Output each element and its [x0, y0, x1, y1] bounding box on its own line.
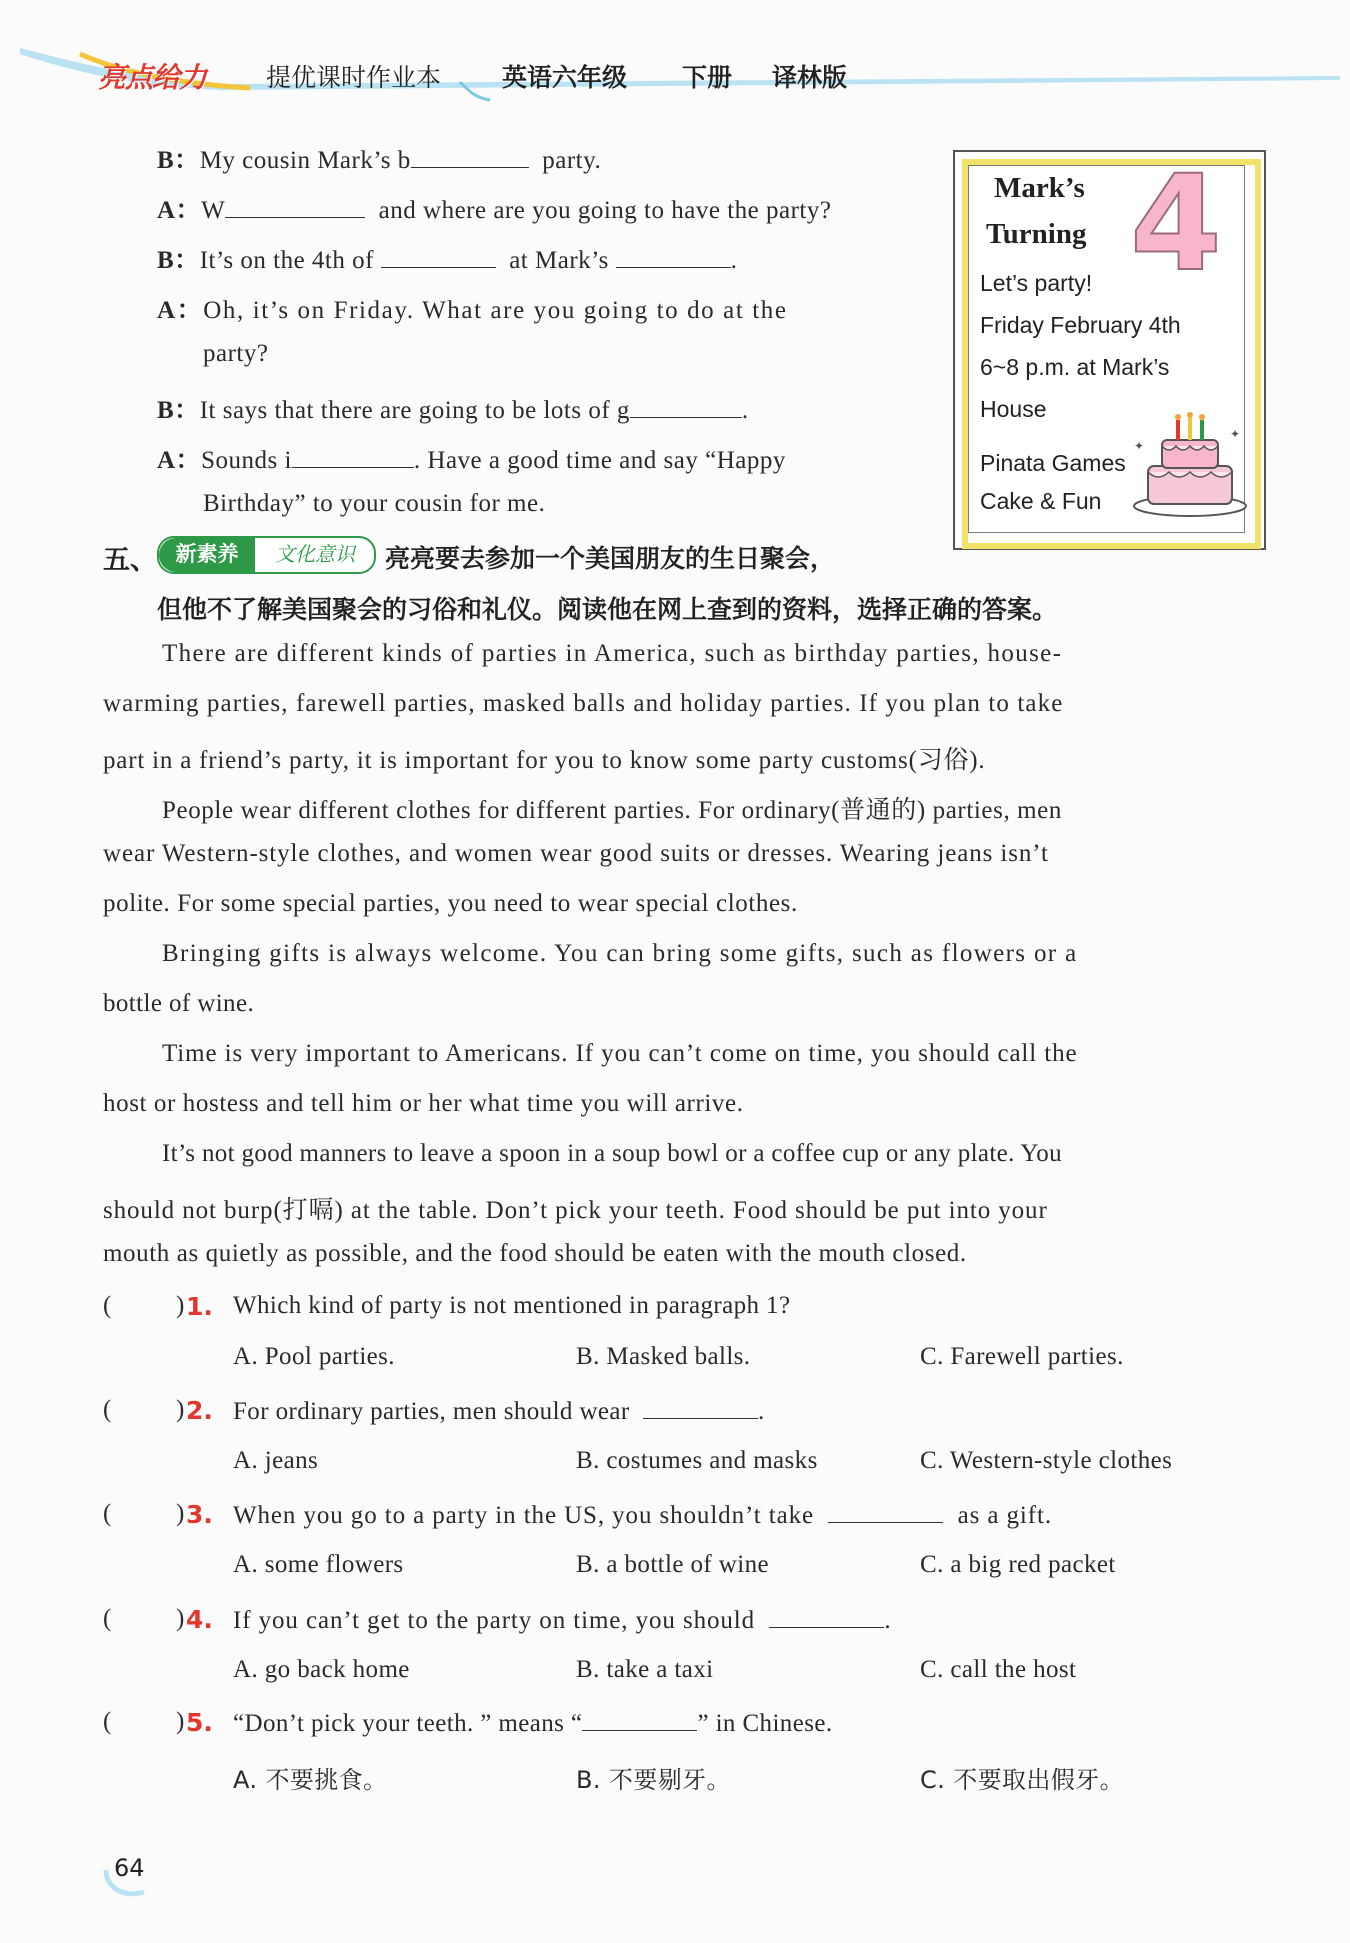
answer-paren-open: ( [103, 1500, 112, 1527]
card-title-line-1: Mark’s [994, 172, 1085, 204]
option-c[interactable]: C. a big red packet [920, 1551, 1116, 1578]
dialogue-text: party. [542, 147, 602, 174]
question-text: Which kind of party is not mentioned in paragraph 1? [233, 1292, 791, 1319]
passage-line: wear Western-style clothes, and women wear good suits or dresses. Wearing jeans isn’t [103, 840, 1049, 867]
dialogue-text: It’s on the 4th of [199, 247, 374, 274]
question-number: 3. [186, 1500, 213, 1529]
answer-slot[interactable] [116, 1500, 172, 1530]
dialogue-text: Sounds i [201, 447, 292, 474]
section-number: 五、 [103, 545, 157, 576]
answer-blank[interactable] [582, 1708, 697, 1731]
passage-line: host or hostess and tell him or her what time you will arrive. [103, 1090, 744, 1117]
answer-paren-open: ( [103, 1605, 112, 1632]
passage-line: It’s not good manners to leave a spoon in a soup bowl or a coffee cup or any plate. You [162, 1140, 1062, 1167]
option-c[interactable]: C. 不要取出假牙。 [920, 1766, 1125, 1794]
brand-logo-text: 亮点给力 [98, 61, 207, 94]
answer-blank[interactable] [381, 245, 496, 268]
dialogue-text: It says that there are going to be lots of g [199, 397, 630, 424]
passage-line: Bringing gifts is always welcome. You can bring some gifts, such as flowers or a [162, 940, 1078, 967]
card-big-number: 4 [1130, 147, 1222, 301]
card-text-3: 6~8 p.m. at Mark’s [980, 354, 1170, 380]
question-text-part: ” in Chinese. [697, 1710, 833, 1737]
card-title-line-2: Turning [986, 218, 1087, 250]
dialogue-text: W [201, 197, 226, 224]
answer-paren-close: ) [176, 1500, 185, 1527]
question-text-part: as a gift. [957, 1502, 1052, 1529]
dialogue-text: My cousin Mark’s b [199, 147, 411, 174]
dialogue-line-4-cont: party? [203, 340, 269, 367]
card-text-1: Let’s party! [980, 270, 1093, 296]
badge-label-right: 文化意识 [275, 542, 355, 566]
dialogue-text: Oh, it’s on Friday. What are you going to do at the [203, 297, 788, 324]
card-text-6: Cake & Fun [980, 488, 1102, 514]
dialogue-line-1 [157, 140, 601, 176]
question-text-part: If you can’t get to the party on time, you should [233, 1607, 756, 1634]
option-c[interactable]: C. call the host [920, 1656, 1077, 1683]
passage-line: warming parties, farewell parties, masked balls and holiday parties. If you plan to take [103, 690, 1064, 717]
option-b[interactable]: B. 不要剔牙。 [576, 1766, 731, 1794]
dialogue-line-5 [157, 390, 749, 426]
passage-line: bottle of wine. [103, 990, 255, 1017]
dialogue-line-4 [157, 290, 788, 326]
question-text [233, 1396, 765, 1426]
answer-paren-open: ( [103, 1708, 112, 1735]
dialogue-text: . [741, 397, 749, 424]
dialogue-text: and where are you going to have the party? [378, 197, 832, 224]
section-instruction-2: 但他不了解美国聚会的习俗和礼仪。阅读他在网上查到的资料，选择正确的答案。 [157, 595, 1058, 624]
answer-blank[interactable] [292, 445, 414, 468]
literacy-badge [157, 536, 376, 574]
passage-line: should not burp(打嗝) at the table. Don’t pick your teeth. Food should be put into your [103, 1197, 1048, 1224]
card-text-4: House [980, 396, 1047, 422]
dialogue-line-3 [157, 240, 737, 276]
answer-blank[interactable] [630, 395, 742, 418]
dialogue-text: . Have a good time and say “Happy [413, 447, 786, 474]
passage-line: There are different kinds of parties in America, such as birthday parties, house- [162, 640, 1063, 667]
card-text-2: Friday February 4th [980, 312, 1181, 338]
answer-paren-close: ) [176, 1292, 185, 1319]
question-number: 1. [186, 1292, 213, 1321]
option-b[interactable]: B. take a taxi [576, 1656, 714, 1683]
question-text-part: When you go to a party in the US, you shouldn’t take [233, 1502, 814, 1529]
birthday-cake-icon [1130, 410, 1248, 520]
speaker: A： [157, 197, 202, 224]
passage-line: Time is very important to Americans. If you can’t come on time, you should call the [162, 1040, 1078, 1067]
option-a[interactable]: A. jeans [233, 1447, 319, 1474]
option-a[interactable]: A. 不要挑食。 [233, 1766, 388, 1794]
svg-text:✦: ✦ [1134, 439, 1145, 453]
svg-text:✦: ✦ [1230, 427, 1241, 441]
question-text [233, 1500, 1052, 1530]
volume-label: 下册 [682, 63, 733, 92]
passage-line: mouth as quietly as possible, and the food should be eaten with the mouth closed. [103, 1240, 967, 1267]
answer-slot[interactable] [116, 1396, 172, 1426]
option-c[interactable]: C. Farewell parties. [920, 1343, 1124, 1370]
answer-blank[interactable] [411, 145, 529, 168]
option-a[interactable]: A. some flowers [233, 1551, 404, 1578]
option-c[interactable]: C. Western-style clothes [920, 1447, 1173, 1474]
dialogue-line-2 [157, 190, 831, 226]
question-text [233, 1708, 832, 1738]
answer-paren-close: ) [176, 1708, 185, 1735]
speaker: A： [157, 447, 202, 474]
speaker: B： [157, 147, 200, 174]
question-text-part: . [884, 1607, 892, 1634]
dialogue-text: at Mark’s [509, 247, 609, 274]
answer-blank[interactable] [225, 195, 365, 218]
question-text-part: For ordinary parties, men should wear [233, 1398, 630, 1425]
badge-label-left: 新素养 [159, 538, 255, 572]
question-text-part: “Don’t pick your teeth. ” means “ [233, 1710, 583, 1737]
answer-blank[interactable] [769, 1605, 884, 1628]
passage-line: People wear different clothes for different parties. For ordinary(普通的) parties, men [162, 797, 1062, 824]
question-number: 4. [186, 1605, 213, 1634]
book-name: 提优课时作业本 [266, 63, 442, 92]
question-text [233, 1605, 892, 1635]
answer-blank[interactable] [828, 1500, 943, 1523]
dialogue-line-6-cont: Birthday” to your cousin for me. [203, 490, 546, 517]
answer-blank[interactable] [643, 1396, 758, 1419]
card-text-5: Pinata Games [980, 450, 1126, 476]
option-b[interactable]: B. costumes and masks [576, 1447, 818, 1474]
answer-paren-close: ) [176, 1605, 185, 1632]
question-text-part: . [757, 1398, 765, 1425]
passage-line: polite. For some special parties, you need to wear special clothes. [103, 890, 798, 917]
answer-slot[interactable] [116, 1605, 172, 1635]
dialogue-line-6 [157, 440, 786, 476]
option-a[interactable]: A. Pool parties. [233, 1343, 395, 1370]
speaker: B： [157, 247, 200, 274]
question-number: 5. [186, 1708, 213, 1737]
option-a[interactable]: A. go back home [233, 1656, 410, 1683]
speaker: B： [157, 397, 200, 424]
speaker: A： [157, 297, 204, 324]
section-instruction-1: 亮亮要去参加一个美国朋友的生日聚会， [385, 544, 836, 573]
answer-blank[interactable] [616, 245, 731, 268]
dialogue-text: . [730, 247, 738, 274]
question-number: 2. [186, 1396, 213, 1425]
answer-paren-close: ) [176, 1396, 185, 1423]
answer-slot[interactable] [116, 1708, 172, 1738]
option-b[interactable]: B. Masked balls. [576, 1343, 751, 1370]
page-number: 64 [114, 1854, 145, 1882]
header-swoosh [20, 44, 1340, 104]
edition-label: 译林版 [772, 63, 848, 92]
passage-line: part in a friend’s party, it is important for you to know some party customs(习俗). [103, 747, 986, 774]
answer-paren-open: ( [103, 1396, 112, 1423]
answer-slot[interactable] [116, 1292, 172, 1322]
answer-paren-open: ( [103, 1292, 112, 1319]
option-b[interactable]: B. a bottle of wine [576, 1551, 769, 1578]
grade-label: 英语六年级 [502, 63, 628, 92]
